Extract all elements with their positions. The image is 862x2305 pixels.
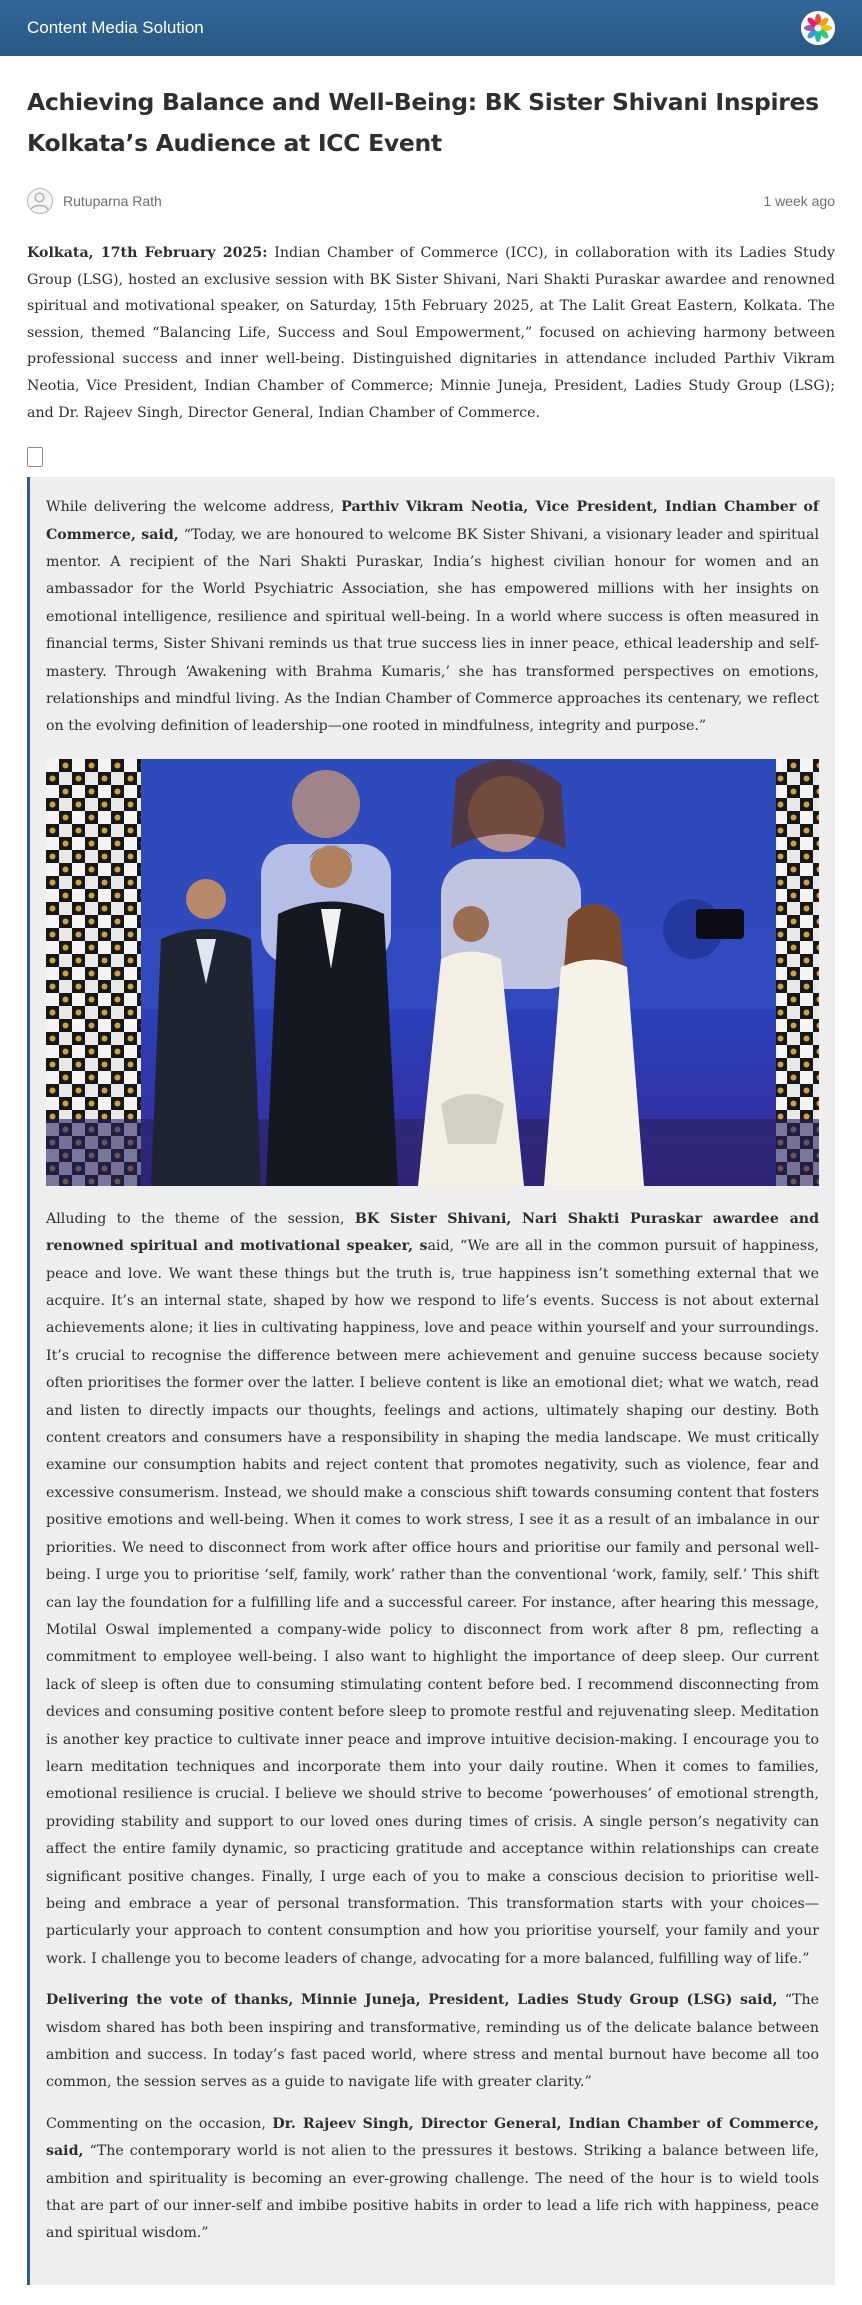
p1-speaker: Parthiv Vikram Neotia, Vice President, Indian Chamber of Commerce, said,	[46, 499, 820, 543]
article	[27, 82, 835, 2285]
p3-text: “The wisdom shared has both been inspiring and transformative, reminding us of the delicate balance between ambition and success. In today’s fast paced world, where stress and mental burnout have become all too common, the session serves as a guide to navigate life with greater clarity.”	[46, 1992, 819, 2091]
avatar[interactable]	[27, 188, 53, 214]
p4-speaker: Dr. Rajeev Singh, Director General, Indian Chamber of Commerce, said,	[46, 2115, 819, 2160]
article-meta	[27, 186, 835, 216]
director-general-paragraph	[46, 2111, 819, 2248]
user-icon	[28, 189, 51, 212]
colorful-flower-logo-icon[interactable]	[801, 11, 835, 45]
p2-speaker: BK Sister Shivani, Nari Shakti Puraskar awardee and renowned spiritual and motivational speaker, s	[46, 1210, 819, 1255]
article-title: Achieving Balance and Well-Being: BK Sister Shivani Inspires Kolkata’s Audience at ICC Event	[27, 88, 819, 157]
embed-placeholder	[27, 447, 43, 467]
author-info	[27, 188, 162, 214]
p4-text: “The contemporary world is not alien to the pressures it bestows. Striking a balance between life, ambition and spirituality is becoming an ever-growing challenge. The need of the hour is to wield tools that are part of our inner-self and imbibe positive habits in order to lead a life rich with happiness, peace and spiritual wisdom.”	[46, 2143, 819, 2242]
sister-shivani-paragraph	[46, 1206, 819, 1973]
author-name[interactable]: Rutuparna Rath	[63, 193, 162, 209]
lead-text: Indian Chamber of Commerce (ICC), in collaboration with its Ladies Study Group (LSG), hosted an exclusive session with BK Sister Shivani, Nari Shakti Puraskar awardee and renowned spiritual and motivational speaker, on Saturday, 15th February 2025, at The Lalit Great Eastern, Kolkata. The session, themed “Balancing Life, Success and Soul Empowerment,” focused on achieving harmony between professional success and inner well-being. Distinguished dignitaries in attendance included Parthiv Vikram Neotia, Vice President, Indian Chamber of Commerce; Minnie Juneja, President, Ladies Study Group (LSG); and Dr. Rajeev Singh, Director General, Indian Chamber of Commerce.	[27, 245, 835, 421]
vote-of-thanks-paragraph	[46, 1987, 819, 2097]
p2-intro: Alluding to the theme of the session,	[46, 1210, 355, 1227]
site-header	[0, 0, 862, 56]
event-photo	[46, 759, 819, 1186]
post-time: 1 week ago	[763, 193, 835, 209]
site-name[interactable]: Content Media Solution	[27, 18, 204, 37]
p1-intro: While delivering the welcome address,	[46, 499, 342, 516]
p2-text: aid, “We are all in the common pursuit of happiness, peace and love. We want these things but the truth is, true happiness isn’t something external that we acquire. It’s an internal state, shaped by how we respond to life’s events. Success is not about external achievements alone; it lies in cultivating happiness, love and peace within yourself and your surroundings. It’s crucial to recognise the difference between mere achievement and genuine success because society often prioritises the former over the latter. I believe content is like an emotional diet; what we watch, read and listen to directly impacts our thoughts, feelings and actions, ultimately shaping our destiny. Both content creators and consumers have a responsibility in shaping the media landscape. We must critically examine our consumption habits and reject content that promotes negativity, such as violence, fear and excessive consumerism. Instead, we should make a conscious shift towards consuming content that fosters positive emotions and well-being. When it comes to work stress, I see it as a result of an imbalance in our priorities. We need to disconnect from work after office hours and prioritise our family and personal well-being. I urge you to prioritise ‘self, family, work’ rather than the conventional ‘work, family, self.’ This shift can lay the foundation for a fulfilling life and a successful career. For instance, after hearing this message, Motilal Oswal implemented a company-wide policy to disconnect from work after 8 pm, reflecting a commitment to employee well-being. I also want to highlight the importance of deep sleep. Our current lack of sleep is often due to consuming stimulating content before bed. I recommend disconnecting from devices and consuming positive content before sleep to promote restful and rejuvenating sleep. Meditation is another key practice to cultivate inner peace and improve intuitive decision-making. I encourage you to learn meditation techniques and incorporate them into your daily routine. When it comes to families, emotional resilience is crucial. I believe we should strive to become ‘powerhouses’ of emotional strength, providing stability and support to our loved ones during times of crisis. A single person’s negativity can affect the entire family dynamic, so practicing gratitude and acceptance within relationships can create significant positive changes. Finally, I urge each of you to make a conscious decision to prioritise well-being and embrace a year of personal transformation. This transformation starts with your choices—particularly your approach to content consumption and how you prioritise yourself, your family and your work. I challenge you to become leaders of change, advocating for a more balanced, fulfilling way of life.”	[46, 1238, 819, 1967]
welcome-address-paragraph	[46, 494, 819, 741]
lead-paragraph	[27, 240, 835, 426]
p1-text: “Today, we are honoured to welcome BK Sister Shivani, a visionary leader and spiritual mentor. A recipient of the Nari Shakti Puraskar, India’s highest civilian honour for women and an ambassador for the World Psychiatric Association, she has empowered millions with her insights on emotional intelligence, resilience and spiritual well-being. In a world where success is often measured in financial terms, Sister Shivani reminds us that true success lies in inner peace, ethical leadership and self-mastery. Through ‘Awakening with Brahma Kumaris,’ she has transformed perspectives on emotions, relationships and mindful living. As the Indian Chamber of Commerce approaches its centenary, we reflect on the evolving definition of leadership—one rooted in mindfulness, integrity and purpose.”	[46, 526, 819, 735]
p4-intro: Commenting on the occasion,	[46, 2115, 273, 2132]
p3-speaker: Delivering the vote of thanks, Minnie Juneja, President, Ladies Study Group (LSG) said,	[46, 1992, 778, 2009]
dateline: Kolkata, 17th February 2025:	[27, 245, 268, 261]
quote-block	[27, 477, 835, 2285]
